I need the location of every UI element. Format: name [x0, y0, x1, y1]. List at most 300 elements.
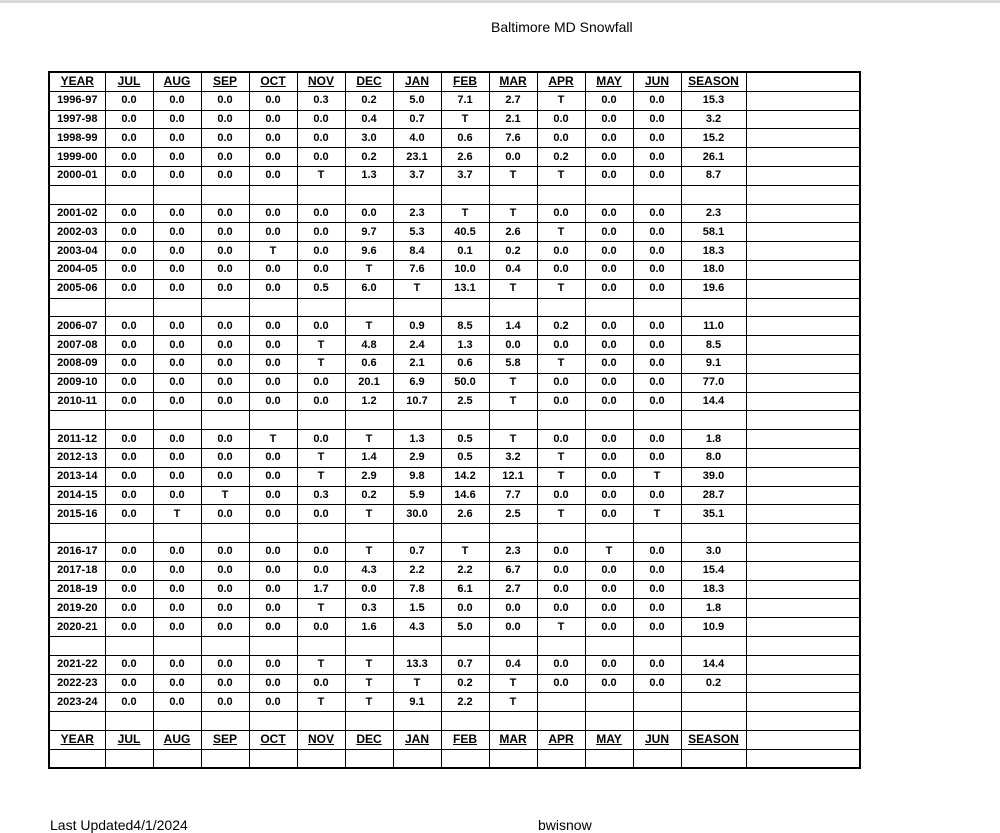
snowfall-cell-jan: 6.9 [393, 373, 441, 392]
season-year-cell: 2003-04 [49, 242, 105, 261]
snowfall-cell-nov: T [297, 166, 345, 185]
footer-header-row [49, 730, 860, 749]
column-header-jun: JUN [633, 730, 681, 749]
snowfall-cell-dec: 0.2 [345, 486, 393, 505]
snowfall-cell-jun: 0.0 [633, 392, 681, 411]
snowfall-cell-may: 0.0 [585, 467, 633, 486]
snowfall-cell-season: 26.1 [681, 148, 746, 167]
empty-cell [746, 279, 860, 298]
empty-cell [441, 524, 489, 543]
empty-cell [105, 749, 153, 768]
empty-cell [681, 411, 746, 430]
snowfall-cell-oct: 0.0 [249, 204, 297, 223]
table-row [49, 693, 860, 712]
empty-cell [746, 693, 860, 712]
snowfall-cell-feb: T [441, 542, 489, 561]
snowfall-cell-oct: 0.0 [249, 91, 297, 110]
snowfall-cell-dec: 0.4 [345, 110, 393, 129]
season-year-cell: 1996-97 [49, 91, 105, 110]
season-year-cell: 2022-23 [49, 674, 105, 693]
snowfall-cell-aug: 0.0 [153, 336, 201, 355]
empty-cell [746, 561, 860, 580]
empty-cell [537, 411, 585, 430]
snowfall-cell-jul: 0.0 [105, 580, 153, 599]
snowfall-cell-sep: 0.0 [201, 373, 249, 392]
snowfall-cell-jul: 0.0 [105, 204, 153, 223]
snowfall-cell-apr: 0.0 [537, 674, 585, 693]
snowfall-cell-dec: 4.8 [345, 336, 393, 355]
season-year-cell: 2011-12 [49, 430, 105, 449]
snowfall-cell-jun: 0.0 [633, 279, 681, 298]
snowfall-cell-sep: T [201, 486, 249, 505]
season-year-cell: 2020-21 [49, 618, 105, 637]
snowfall-cell-dec: T [345, 542, 393, 561]
empty-cell [441, 636, 489, 655]
snowfall-cell-season: 10.9 [681, 618, 746, 637]
snowfall-cell-feb: 0.5 [441, 430, 489, 449]
empty-cell [537, 298, 585, 317]
empty-cell [746, 674, 860, 693]
table-row [49, 354, 860, 373]
empty-cell [49, 636, 105, 655]
snowfall-cell-jul: 0.0 [105, 599, 153, 618]
snowfall-cell-mar: 0.2 [489, 242, 537, 261]
column-header-jan: JAN [393, 730, 441, 749]
empty-cell [441, 185, 489, 204]
snowfall-cell-oct: T [249, 242, 297, 261]
snowfall-cell-dec: 1.3 [345, 166, 393, 185]
snowfall-cell-may: 0.0 [585, 430, 633, 449]
column-header-mar: MAR [489, 730, 537, 749]
snowfall-cell-dec: 3.0 [345, 129, 393, 148]
snowfall-cell-feb: 7.1 [441, 91, 489, 110]
snowfall-cell-nov: 0.0 [297, 129, 345, 148]
column-header-may: MAY [585, 72, 633, 91]
snowfall-cell-feb: 0.7 [441, 655, 489, 674]
empty-cell [441, 411, 489, 430]
snowfall-cell-jul: 0.0 [105, 354, 153, 373]
snowfall-cell-feb: 14.6 [441, 486, 489, 505]
snowfall-cell-sep: 0.0 [201, 693, 249, 712]
table-row [49, 279, 860, 298]
snowfall-cell-season: 19.6 [681, 279, 746, 298]
empty-cell [633, 712, 681, 731]
snowfall-cell-nov: 0.0 [297, 674, 345, 693]
snowfall-cell-apr: T [537, 448, 585, 467]
snowfall-cell-jun: 0.0 [633, 580, 681, 599]
empty-cell [746, 392, 860, 411]
empty-cell [746, 505, 860, 524]
snowfall-cell-season: 18.3 [681, 242, 746, 261]
snowfall-cell-mar: T [489, 373, 537, 392]
spacer-row [49, 524, 860, 543]
table-row [49, 467, 860, 486]
empty-cell [746, 317, 860, 336]
snowfall-cell-jul: 0.0 [105, 618, 153, 637]
snowfall-cell-aug: 0.0 [153, 223, 201, 242]
empty-cell [746, 448, 860, 467]
snowfall-cell-mar: 7.6 [489, 129, 537, 148]
snowfall-cell-jul: 0.0 [105, 693, 153, 712]
snowfall-cell-apr: T [537, 467, 585, 486]
empty-cell [345, 185, 393, 204]
snowfall-cell-jan: 5.0 [393, 91, 441, 110]
snowfall-cell-nov: T [297, 448, 345, 467]
empty-cell [681, 524, 746, 543]
spacer-row [49, 636, 860, 655]
column-header-nov: NOV [297, 72, 345, 91]
empty-cell [585, 636, 633, 655]
snowfall-cell-may: 0.0 [585, 317, 633, 336]
snowfall-cell-nov: 1.7 [297, 580, 345, 599]
season-year-cell: 1998-99 [49, 129, 105, 148]
spacer-row [49, 712, 860, 731]
column-header-year: YEAR [49, 72, 105, 91]
empty-cell [585, 712, 633, 731]
season-year-cell: 2023-24 [49, 693, 105, 712]
snowfall-cell-may: 0.0 [585, 129, 633, 148]
snowfall-cell-season: 8.7 [681, 166, 746, 185]
snowfall-cell-jul: 0.0 [105, 467, 153, 486]
snowfall-cell-jan: 30.0 [393, 505, 441, 524]
snowfall-cell-jan: 10.7 [393, 392, 441, 411]
snowfall-cell-jul: 0.0 [105, 223, 153, 242]
column-header-season: SEASON [681, 72, 746, 91]
snowfall-cell-season: 28.7 [681, 486, 746, 505]
column-header-season: SEASON [681, 730, 746, 749]
snowfall-cell-jun: 0.0 [633, 129, 681, 148]
snowfall-cell-apr: 0.0 [537, 486, 585, 505]
empty-cell [249, 298, 297, 317]
empty-cell [345, 524, 393, 543]
snowfall-cell-nov: 0.0 [297, 223, 345, 242]
snowfall-cell-apr: 0.0 [537, 336, 585, 355]
snowfall-cell-aug: 0.0 [153, 204, 201, 223]
snowfall-cell-oct: 0.0 [249, 655, 297, 674]
table-row [49, 655, 860, 674]
footer-source: bwisnow [538, 817, 592, 833]
snowfall-cell-sep: 0.0 [201, 317, 249, 336]
snowfall-cell-jun: 0.0 [633, 618, 681, 637]
snowfall-cell-may: 0.0 [585, 392, 633, 411]
snowfall-cell-sep: 0.0 [201, 505, 249, 524]
snowfall-cell-sep: 0.0 [201, 674, 249, 693]
snowfall-cell-aug: 0.0 [153, 129, 201, 148]
snowfall-cell-apr: 0.0 [537, 204, 585, 223]
snowfall-cell-season: 3.2 [681, 110, 746, 129]
snowfall-cell-may: 0.0 [585, 223, 633, 242]
snowfall-cell-dec: T [345, 505, 393, 524]
column-header-year: YEAR [49, 730, 105, 749]
empty-cell [297, 298, 345, 317]
snowfall-cell-may: 0.0 [585, 561, 633, 580]
empty-cell [393, 298, 441, 317]
snowfall-cell-jul: 0.0 [105, 91, 153, 110]
snowfall-cell-jun: 0.0 [633, 430, 681, 449]
empty-cell [105, 712, 153, 731]
snowfall-cell-jul: 0.0 [105, 373, 153, 392]
snowfall-cell-apr: 0.2 [537, 148, 585, 167]
empty-cell [153, 636, 201, 655]
empty-cell [681, 749, 746, 768]
snowfall-cell-dec: T [345, 693, 393, 712]
empty-cell [746, 223, 860, 242]
snowfall-cell-season: 2.3 [681, 204, 746, 223]
snowfall-cell-mar: 0.0 [489, 336, 537, 355]
snowfall-cell-may: 0.0 [585, 260, 633, 279]
empty-cell [49, 712, 105, 731]
snowfall-cell-jun: 0.0 [633, 242, 681, 261]
snowfall-cell-sep: 0.0 [201, 129, 249, 148]
snowfall-cell-season: 18.0 [681, 260, 746, 279]
snowfall-cell-sep: 0.0 [201, 354, 249, 373]
empty-cell [49, 749, 105, 768]
snowfall-cell-jan: 9.8 [393, 467, 441, 486]
snowfall-cell-may: 0.0 [585, 242, 633, 261]
snowfall-cell-feb: 0.5 [441, 448, 489, 467]
snowfall-cell-sep: 0.0 [201, 242, 249, 261]
snowfall-cell-aug: 0.0 [153, 561, 201, 580]
snowfall-cell-apr: 0.0 [537, 260, 585, 279]
snowfall-cell-jan: 9.1 [393, 693, 441, 712]
snowfall-cell-sep: 0.0 [201, 542, 249, 561]
season-year-cell: 2002-03 [49, 223, 105, 242]
empty-cell [746, 185, 860, 204]
snowfall-cell-oct: 0.0 [249, 693, 297, 712]
table-row [49, 561, 860, 580]
season-year-cell: 2000-01 [49, 166, 105, 185]
season-year-cell: 2006-07 [49, 317, 105, 336]
snowfall-cell-mar: 0.0 [489, 599, 537, 618]
snowfall-cell-dec: 20.1 [345, 373, 393, 392]
season-year-cell: 2017-18 [49, 561, 105, 580]
empty-cell [489, 524, 537, 543]
empty-cell [746, 730, 860, 749]
snowfall-cell-jan: T [393, 674, 441, 693]
empty-cell [537, 749, 585, 768]
snowfall-cell-apr: 0.0 [537, 110, 585, 129]
snowfall-cell-feb: 50.0 [441, 373, 489, 392]
snowfall-cell-sep: 0.0 [201, 618, 249, 637]
season-year-cell: 2005-06 [49, 279, 105, 298]
season-year-cell: 2004-05 [49, 260, 105, 279]
snowfall-cell-feb: 5.0 [441, 618, 489, 637]
column-header-jan: JAN [393, 72, 441, 91]
snowfall-cell-oct: 0.0 [249, 166, 297, 185]
snowfall-cell-feb: 2.2 [441, 693, 489, 712]
snowfall-cell-jan: 1.5 [393, 599, 441, 618]
snowfall-cell-season: 15.2 [681, 129, 746, 148]
empty-cell [153, 712, 201, 731]
snowfall-cell-dec: 1.2 [345, 392, 393, 411]
snowfall-cell-oct: 0.0 [249, 336, 297, 355]
table-row [49, 223, 860, 242]
snowfall-cell-mar: 0.4 [489, 260, 537, 279]
empty-cell [537, 185, 585, 204]
empty-cell [746, 373, 860, 392]
snowfall-cell-mar: T [489, 674, 537, 693]
last-updated: Last Updated4/1/2024 [50, 817, 188, 833]
snowfall-cell-season: 35.1 [681, 505, 746, 524]
snowfall-cell-season: 15.4 [681, 561, 746, 580]
empty-cell [585, 185, 633, 204]
empty-cell [489, 749, 537, 768]
snowfall-cell-jun: 0.0 [633, 148, 681, 167]
snowfall-cell-feb: 13.1 [441, 279, 489, 298]
snowfall-cell-mar: T [489, 430, 537, 449]
snowfall-cell-nov: T [297, 693, 345, 712]
snowfall-cell-dec: 0.2 [345, 148, 393, 167]
empty-cell [153, 411, 201, 430]
snowfall-table [48, 71, 861, 769]
snowfall-cell-mar: 6.7 [489, 561, 537, 580]
snowfall-cell-aug: 0.0 [153, 373, 201, 392]
snowfall-cell-dec: T [345, 430, 393, 449]
snowfall-cell-nov: T [297, 655, 345, 674]
empty-cell [249, 749, 297, 768]
header-row [49, 72, 860, 91]
snowfall-cell-sep: 0.0 [201, 467, 249, 486]
snowfall-cell-aug: 0.0 [153, 542, 201, 561]
empty-cell [345, 712, 393, 731]
empty-cell [201, 524, 249, 543]
empty-cell [393, 524, 441, 543]
snowfall-cell-jan: 3.7 [393, 166, 441, 185]
snowfall-cell-may: 0.0 [585, 204, 633, 223]
column-header-oct: OCT [249, 730, 297, 749]
empty-cell [105, 524, 153, 543]
table-row [49, 542, 860, 561]
snowfall-cell-jan: 13.3 [393, 655, 441, 674]
page-title: Baltimore MD Snowfall [491, 19, 633, 35]
empty-cell [746, 298, 860, 317]
snowfall-cell-apr: T [537, 279, 585, 298]
snowfall-cell-apr: 0.0 [537, 430, 585, 449]
snowfall-cell-may: 0.0 [585, 354, 633, 373]
table-row [49, 336, 860, 355]
empty-cell [345, 298, 393, 317]
snowfall-cell-feb: 10.0 [441, 260, 489, 279]
snowfall-cell-jul: 0.0 [105, 279, 153, 298]
snowfall-cell-jul: 0.0 [105, 448, 153, 467]
empty-cell [345, 636, 393, 655]
snowfall-cell-feb: 1.3 [441, 336, 489, 355]
snowfall-cell-aug: 0.0 [153, 599, 201, 618]
snowfall-cell-may: 0.0 [585, 505, 633, 524]
empty-cell [201, 749, 249, 768]
snowfall-cell-mar: 2.1 [489, 110, 537, 129]
empty-cell [746, 580, 860, 599]
table-row [49, 448, 860, 467]
empty-cell [681, 185, 746, 204]
snowfall-cell-may: T [585, 542, 633, 561]
snowfall-cell-jan: 23.1 [393, 148, 441, 167]
snowfall-cell-jun: 0.0 [633, 599, 681, 618]
snowfall-cell-mar: 0.0 [489, 618, 537, 637]
snowfall-cell-jul: 0.0 [105, 655, 153, 674]
empty-cell [201, 712, 249, 731]
table-row [49, 204, 860, 223]
snowfall-cell-jan: 7.8 [393, 580, 441, 599]
snowfall-cell-jul: 0.0 [105, 166, 153, 185]
snowfall-cell-oct: 0.0 [249, 223, 297, 242]
snowfall-cell-dec: 1.6 [345, 618, 393, 637]
column-header-sep: SEP [201, 730, 249, 749]
snowfall-cell-sep: 0.0 [201, 392, 249, 411]
snowfall-cell-feb: 2.6 [441, 505, 489, 524]
spacer-row [49, 185, 860, 204]
empty-cell [585, 524, 633, 543]
snowfall-cell-feb: 2.6 [441, 148, 489, 167]
column-header-jul: JUL [105, 730, 153, 749]
column-header-sep: SEP [201, 72, 249, 91]
snowfall-cell-feb: 0.1 [441, 242, 489, 261]
snowfall-cell-mar: 2.7 [489, 91, 537, 110]
snowfall-cell-aug: 0.0 [153, 260, 201, 279]
snowfall-cell-oct: 0.0 [249, 279, 297, 298]
snowfall-cell-dec: 0.0 [345, 204, 393, 223]
spacer-row [49, 298, 860, 317]
snowfall-cell-jan: 1.3 [393, 430, 441, 449]
snowfall-cell-may: 0.0 [585, 448, 633, 467]
snowfall-cell-sep: 0.0 [201, 166, 249, 185]
snowfall-cell-feb: 2.2 [441, 561, 489, 580]
table-row [49, 317, 860, 336]
snowfall-cell-jul: 0.0 [105, 317, 153, 336]
table-row [49, 599, 860, 618]
snowfall-cell-aug: 0.0 [153, 448, 201, 467]
snowfall-cell-oct: 0.0 [249, 373, 297, 392]
snowfall-cell-oct: 0.0 [249, 392, 297, 411]
snowfall-cell-mar: T [489, 204, 537, 223]
season-year-cell: 2016-17 [49, 542, 105, 561]
snowfall-cell-mar: 2.7 [489, 580, 537, 599]
table-row [49, 580, 860, 599]
snowfall-cell-dec: T [345, 317, 393, 336]
snowfall-cell-oct: 0.0 [249, 354, 297, 373]
snowfall-cell-season: 3.0 [681, 542, 746, 561]
column-header-apr: APR [537, 730, 585, 749]
empty-cell [105, 185, 153, 204]
snowfall-cell-jun: 0.0 [633, 336, 681, 355]
snowfall-cell-feb: 3.7 [441, 166, 489, 185]
table-row [49, 110, 860, 129]
snowfall-cell-jul: 0.0 [105, 430, 153, 449]
empty-cell [105, 411, 153, 430]
snowfall-cell-jan: 2.1 [393, 354, 441, 373]
snowfall-cell-aug: 0.0 [153, 580, 201, 599]
snowfall-cell-feb: 0.6 [441, 129, 489, 148]
snowfall-cell-jun: 0.0 [633, 354, 681, 373]
snowfall-cell-apr: T [537, 223, 585, 242]
empty-cell [746, 749, 860, 768]
snowfall-cell-may [585, 693, 633, 712]
snowfall-cell-aug: 0.0 [153, 354, 201, 373]
snowfall-cell-jun: 0.0 [633, 373, 681, 392]
empty-cell [746, 129, 860, 148]
snowfall-cell-dec: 0.6 [345, 354, 393, 373]
snowfall-cell-apr [537, 693, 585, 712]
table-row [49, 129, 860, 148]
snowfall-cell-nov: 0.0 [297, 392, 345, 411]
snowfall-cell-nov: 0.0 [297, 505, 345, 524]
snowfall-cell-may: 0.0 [585, 655, 633, 674]
empty-cell [633, 636, 681, 655]
empty-cell [249, 524, 297, 543]
snowfall-cell-jun: 0.0 [633, 561, 681, 580]
snowfall-cell-oct: 0.0 [249, 599, 297, 618]
snowfall-cell-dec: 0.0 [345, 580, 393, 599]
